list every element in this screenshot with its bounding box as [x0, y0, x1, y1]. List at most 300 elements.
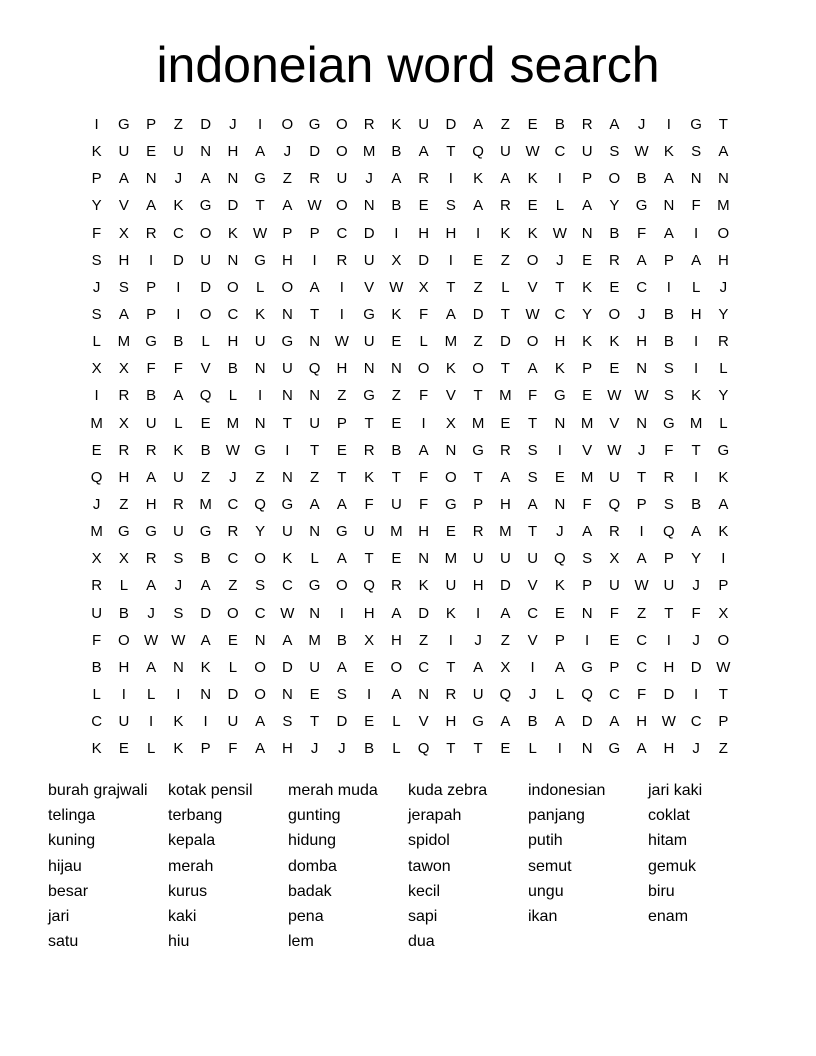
- grid-letter: K: [663, 143, 674, 161]
- grid-letter: A: [336, 496, 347, 514]
- grid-letter: X: [500, 658, 511, 676]
- word-item: ungu: [528, 882, 564, 900]
- grid-letter: O: [281, 116, 294, 134]
- grid-letter: X: [418, 278, 429, 296]
- grid-letter: O: [336, 143, 348, 161]
- grid-letter: I: [694, 360, 699, 378]
- word-item: kurus: [168, 882, 208, 900]
- grid-letter: S: [663, 496, 674, 514]
- grid-letter: N: [281, 468, 293, 486]
- grid-letter: K: [445, 604, 456, 622]
- grid-letter: W: [144, 631, 159, 649]
- grid-letter: A: [255, 143, 266, 161]
- grid-letter: N: [254, 631, 266, 649]
- grid-letter: G: [363, 387, 375, 405]
- grid-letter: L: [92, 333, 101, 351]
- grid-letter: W: [661, 713, 676, 731]
- grid-letter: A: [636, 550, 647, 568]
- grid-letter: C: [281, 577, 293, 595]
- grid-letter: H: [636, 333, 648, 351]
- grid-letter: J: [365, 170, 373, 188]
- grid-letter: G: [254, 251, 266, 269]
- grid-letter: R: [336, 251, 348, 269]
- grid-letter: R: [227, 523, 239, 541]
- grid-letter: V: [527, 278, 538, 296]
- grid-letter: S: [118, 278, 129, 296]
- grid-letter: Z: [255, 468, 265, 486]
- grid-letter: I: [421, 414, 426, 432]
- grid-letter: T: [310, 441, 320, 459]
- grid-letter: N: [554, 496, 566, 514]
- grid-letter: R: [91, 577, 103, 595]
- grid-letter: E: [391, 414, 402, 432]
- grid-letter: R: [445, 686, 457, 704]
- grid-letter: R: [118, 387, 130, 405]
- grid-row: [83, 382, 737, 409]
- grid-letter: J: [92, 496, 101, 514]
- grid-letter: I: [94, 387, 99, 405]
- grid-letter: T: [691, 441, 701, 459]
- grid-letter: P: [718, 577, 729, 595]
- grid-letter: E: [527, 116, 538, 134]
- grid-letter: N: [636, 360, 648, 378]
- grid-letter: N: [281, 387, 293, 405]
- grid-letter: N: [254, 360, 266, 378]
- grid-letter: J: [528, 686, 537, 704]
- grid-letter: A: [336, 550, 347, 568]
- grid-letter: W: [334, 333, 349, 351]
- grid-letter: I: [149, 713, 154, 731]
- grid-letter: G: [663, 414, 675, 432]
- grid-letter: D: [663, 686, 675, 704]
- grid-letter: I: [339, 278, 344, 296]
- grid-letter: B: [636, 170, 647, 188]
- grid-letter: D: [690, 658, 702, 676]
- grid-letter: L: [555, 686, 565, 704]
- grid-letter: Q: [199, 387, 212, 405]
- grid-letter: M: [226, 414, 240, 432]
- grid-letter: K: [173, 197, 184, 215]
- grid-letter: F: [691, 604, 701, 622]
- grid-letter: A: [609, 116, 620, 134]
- grid-letter: V: [200, 360, 211, 378]
- grid-letter: E: [309, 686, 320, 704]
- grid-letter: S: [663, 387, 674, 405]
- grid-letter: I: [176, 686, 181, 704]
- grid-letter: B: [200, 550, 211, 568]
- grid-letter: A: [554, 713, 565, 731]
- grid-letter: N: [309, 333, 321, 351]
- grid-letter: B: [173, 333, 184, 351]
- grid-letter: H: [690, 306, 702, 324]
- grid-letter: T: [337, 468, 347, 486]
- grid-letter: W: [716, 658, 731, 676]
- grid-letter: D: [445, 116, 457, 134]
- grid-letter: G: [308, 577, 321, 595]
- grid-letter: Z: [310, 468, 320, 486]
- grid-letter: M: [689, 414, 703, 432]
- grid-letter: N: [690, 170, 702, 188]
- grid-letter: E: [91, 441, 102, 459]
- grid-letter: G: [254, 170, 266, 188]
- grid-letter: K: [500, 224, 511, 242]
- grid-letter: A: [255, 740, 266, 758]
- grid-letter: H: [418, 224, 430, 242]
- grid-letter: A: [663, 224, 674, 242]
- grid-letter: A: [527, 496, 538, 514]
- grid-letter: L: [255, 278, 265, 296]
- grid-letter: Y: [718, 306, 729, 324]
- grid-letter: H: [281, 251, 293, 269]
- grid-letter: H: [281, 740, 293, 758]
- grid-row: [83, 138, 737, 165]
- grid-letter: K: [255, 306, 266, 324]
- grid-letter: K: [527, 224, 538, 242]
- grid-letter: E: [527, 197, 538, 215]
- grid-letter: D: [581, 713, 593, 731]
- grid-letter: G: [690, 116, 702, 134]
- grid-letter: G: [308, 116, 321, 134]
- grid-letter: Q: [417, 740, 430, 758]
- grid-letter: G: [445, 496, 457, 514]
- grid-letter: C: [554, 143, 566, 161]
- grid-letter: S: [663, 360, 674, 378]
- grid-letter: U: [527, 550, 539, 568]
- grid-letter: K: [227, 224, 238, 242]
- grid-letter: A: [146, 468, 157, 486]
- grid-letter: U: [499, 550, 511, 568]
- grid-letter: N: [717, 170, 729, 188]
- grid-letter: T: [446, 143, 456, 161]
- grid-letter: X: [364, 631, 375, 649]
- grid-letter: I: [476, 604, 481, 622]
- grid-letter: Z: [500, 631, 510, 649]
- grid-letter: J: [174, 170, 183, 188]
- grid-letter: L: [392, 740, 401, 758]
- grid-letter: C: [608, 686, 620, 704]
- grid-letter: G: [472, 441, 484, 459]
- grid-letter: K: [609, 333, 620, 351]
- word-item: tawon: [408, 857, 451, 875]
- grid-letter: D: [472, 306, 484, 324]
- grid-letter: C: [554, 306, 566, 324]
- grid-letter: C: [336, 224, 348, 242]
- grid-letter: F: [637, 224, 647, 242]
- grid-letter: J: [310, 740, 319, 758]
- grid-letter: G: [281, 333, 294, 351]
- grid-letter: R: [717, 333, 729, 351]
- grid-letter: Z: [282, 170, 292, 188]
- word-item: domba: [288, 857, 337, 875]
- grid-letter: F: [419, 468, 429, 486]
- word-list-row: [48, 904, 788, 929]
- grid-letter: E: [146, 143, 157, 161]
- grid-letter: T: [364, 550, 374, 568]
- grid-letter: C: [91, 713, 103, 731]
- grid-letter: K: [91, 740, 102, 758]
- grid-letter: X: [718, 604, 729, 622]
- grid-letter: A: [500, 170, 511, 188]
- grid-letter: A: [500, 604, 511, 622]
- grid-letter: I: [476, 224, 481, 242]
- word-item: satu: [48, 933, 79, 951]
- grid-letter: S: [173, 604, 184, 622]
- grid-letter: L: [528, 740, 537, 758]
- grid-letter: U: [363, 333, 375, 351]
- grid-letter: A: [282, 631, 293, 649]
- grid-letter: B: [200, 441, 211, 459]
- grid-letter: R: [309, 170, 321, 188]
- grid-letter: A: [309, 496, 320, 514]
- grid-letter: H: [472, 577, 484, 595]
- grid-letter: N: [418, 686, 430, 704]
- grid-letter: Q: [663, 523, 675, 541]
- grid-letter: D: [363, 224, 375, 242]
- grid-letter: V: [118, 197, 129, 215]
- grid-letter: A: [391, 170, 402, 188]
- grid-letter: E: [391, 550, 402, 568]
- grid-letter: R: [499, 197, 511, 215]
- grid-letter: Z: [201, 468, 211, 486]
- grid-letter: A: [582, 197, 593, 215]
- grid-letter: N: [636, 414, 648, 432]
- grid-letter: H: [663, 740, 675, 758]
- grid-letter: X: [445, 414, 456, 432]
- grid-letter: J: [174, 577, 183, 595]
- grid-letter: A: [554, 658, 565, 676]
- word-item: gemuk: [648, 857, 697, 875]
- grid-letter: D: [200, 116, 212, 134]
- grid-letter: O: [717, 224, 730, 242]
- word-item: indonesian: [528, 781, 606, 799]
- grid-letter: K: [445, 360, 456, 378]
- grid-letter: R: [472, 523, 484, 541]
- grid-letter: Z: [419, 631, 429, 649]
- grid-letter: E: [445, 523, 456, 541]
- grid-letter: T: [310, 713, 320, 731]
- grid-letter: U: [118, 713, 130, 731]
- word-item: enam: [648, 908, 689, 926]
- grid-letter: C: [690, 713, 702, 731]
- word-item: kotak pensil: [168, 781, 253, 799]
- grid-letter: R: [499, 441, 511, 459]
- grid-letter: A: [473, 197, 484, 215]
- grid-letter: O: [336, 116, 348, 134]
- grid-letter: L: [228, 658, 238, 676]
- grid-letter: L: [501, 278, 510, 296]
- grid-letter: A: [718, 143, 729, 161]
- word-item: merah muda: [288, 781, 378, 799]
- grid-letter: A: [200, 631, 211, 649]
- grid-letter: J: [637, 306, 646, 324]
- grid-letter: I: [258, 387, 263, 405]
- grid-letter: U: [390, 496, 402, 514]
- grid-letter: A: [418, 441, 429, 459]
- grid-letter: P: [663, 251, 674, 269]
- grid-letter: J: [229, 116, 237, 134]
- grid-letter: X: [118, 550, 129, 568]
- grid-letter: F: [664, 441, 674, 459]
- grid-letter: P: [663, 550, 674, 568]
- grid-letter: D: [418, 251, 430, 269]
- grid-letter: S: [91, 306, 102, 324]
- grid-row: [83, 518, 737, 545]
- grid-letter: M: [390, 523, 403, 541]
- grid-letter: H: [363, 604, 375, 622]
- grid-letter: Z: [391, 387, 401, 405]
- grid-letter: E: [500, 414, 511, 432]
- grid-letter: L: [691, 278, 701, 296]
- grid-letter: P: [336, 414, 347, 432]
- grid-letter: U: [445, 577, 457, 595]
- grid-letter: X: [91, 550, 102, 568]
- grid-letter: U: [363, 523, 375, 541]
- grid-letter: G: [199, 523, 212, 541]
- grid-letter: P: [718, 713, 729, 731]
- grid-letter: U: [472, 686, 484, 704]
- grid-letter: C: [418, 658, 430, 676]
- grid-letter: I: [694, 686, 699, 704]
- grid-letter: J: [556, 251, 564, 269]
- grid-letter: Y: [91, 197, 102, 215]
- grid-letter: K: [364, 468, 375, 486]
- grid-letter: S: [527, 441, 538, 459]
- grid-letter: I: [149, 251, 154, 269]
- grid-letter: W: [525, 143, 540, 161]
- grid-letter: A: [255, 713, 266, 731]
- grid-letter: U: [172, 523, 184, 541]
- grid-letter: Y: [582, 306, 593, 324]
- grid-letter: G: [363, 306, 375, 324]
- grid-letter: B: [391, 197, 402, 215]
- word-item: panjang: [528, 806, 585, 824]
- grid-letter: M: [499, 523, 512, 541]
- grid-letter: B: [691, 496, 702, 514]
- grid-row: [83, 681, 737, 708]
- grid-letter: Q: [363, 577, 375, 595]
- grid-letter: C: [527, 604, 539, 622]
- grid-letter: M: [580, 468, 594, 486]
- grid-letter: S: [582, 550, 593, 568]
- word-item: hiu: [168, 933, 190, 951]
- grid-letter: W: [552, 224, 567, 242]
- grid-letter: I: [694, 224, 699, 242]
- grid-letter: T: [446, 740, 456, 758]
- grid-letter: A: [309, 278, 320, 296]
- grid-letter: O: [254, 550, 266, 568]
- grid-letter: O: [608, 170, 621, 188]
- grid-letter: I: [258, 116, 263, 134]
- grid-letter: U: [91, 604, 103, 622]
- grid-letter: A: [636, 740, 647, 758]
- grid-letter: W: [171, 631, 186, 649]
- grid-letter: G: [118, 523, 130, 541]
- grid-letter: K: [173, 441, 184, 459]
- grid-letter: N: [281, 306, 293, 324]
- grid-letter: M: [499, 387, 512, 405]
- grid-row: [83, 735, 737, 762]
- grid-letter: N: [281, 686, 293, 704]
- grid-letter: O: [227, 278, 239, 296]
- grid-letter: V: [527, 577, 538, 595]
- grid-letter: D: [227, 197, 239, 215]
- word-item: kuda zebra: [408, 781, 488, 799]
- word-item: burah grajwali: [48, 781, 148, 799]
- grid-letter: N: [309, 523, 321, 541]
- grid-letter: A: [527, 360, 538, 378]
- grid-letter: N: [200, 143, 212, 161]
- grid-letter: O: [472, 360, 484, 378]
- grid-letter: Y: [691, 550, 702, 568]
- grid-letter: D: [172, 251, 184, 269]
- grid-letter: E: [227, 631, 238, 649]
- grid-letter: E: [364, 713, 375, 731]
- grid-letter: N: [363, 197, 375, 215]
- grid-letter: B: [391, 143, 402, 161]
- grid-letter: G: [608, 740, 621, 758]
- grid-letter: D: [281, 658, 293, 676]
- word-list-row: [48, 879, 788, 904]
- grid-letter: O: [526, 333, 539, 351]
- grid-letter: I: [585, 631, 590, 649]
- grid-letter: U: [281, 523, 293, 541]
- grid-letter: O: [717, 631, 730, 649]
- grid-letter: H: [499, 496, 511, 514]
- grid-letter: J: [92, 278, 101, 296]
- page-title: indoneian word search: [156, 37, 660, 93]
- grid-letter: P: [582, 360, 593, 378]
- grid-letter: D: [499, 577, 511, 595]
- grid-letter: A: [691, 251, 702, 269]
- grid-letter: L: [228, 387, 238, 405]
- grid-letter: J: [692, 740, 700, 758]
- grid-letter: H: [227, 143, 239, 161]
- grid-letter: H: [336, 360, 348, 378]
- grid-letter: N: [227, 170, 239, 188]
- word-item: putih: [528, 832, 563, 850]
- grid-letter: I: [530, 658, 535, 676]
- word-item: kuning: [48, 832, 96, 850]
- grid-letter: W: [225, 441, 240, 459]
- grid-letter: D: [418, 604, 430, 622]
- grid-letter: T: [446, 278, 456, 296]
- grid-letter: S: [691, 143, 702, 161]
- grid-letter: C: [636, 278, 648, 296]
- grid-letter: Z: [637, 604, 647, 622]
- grid-letter: N: [172, 658, 184, 676]
- grid-letter: U: [172, 143, 184, 161]
- grid-letter: N: [418, 550, 430, 568]
- grid-letter: O: [608, 306, 621, 324]
- grid-letter: B: [91, 658, 102, 676]
- grid-letter: W: [634, 577, 649, 595]
- grid-letter: N: [254, 414, 266, 432]
- grid-letter: T: [473, 740, 483, 758]
- grid-letter: H: [145, 496, 157, 514]
- grid-letter: U: [281, 360, 293, 378]
- word-item: hitam: [648, 832, 688, 850]
- grid-letter: T: [718, 686, 728, 704]
- grid-letter: K: [582, 333, 593, 351]
- grid-letter: N: [663, 197, 675, 215]
- grid-letter: P: [554, 631, 565, 649]
- word-list-row: [48, 854, 788, 879]
- grid-letter: Y: [609, 197, 620, 215]
- grid-letter: P: [282, 224, 293, 242]
- grid-letter: R: [363, 116, 375, 134]
- word-item: ikan: [528, 908, 558, 926]
- grid-row: [83, 328, 737, 355]
